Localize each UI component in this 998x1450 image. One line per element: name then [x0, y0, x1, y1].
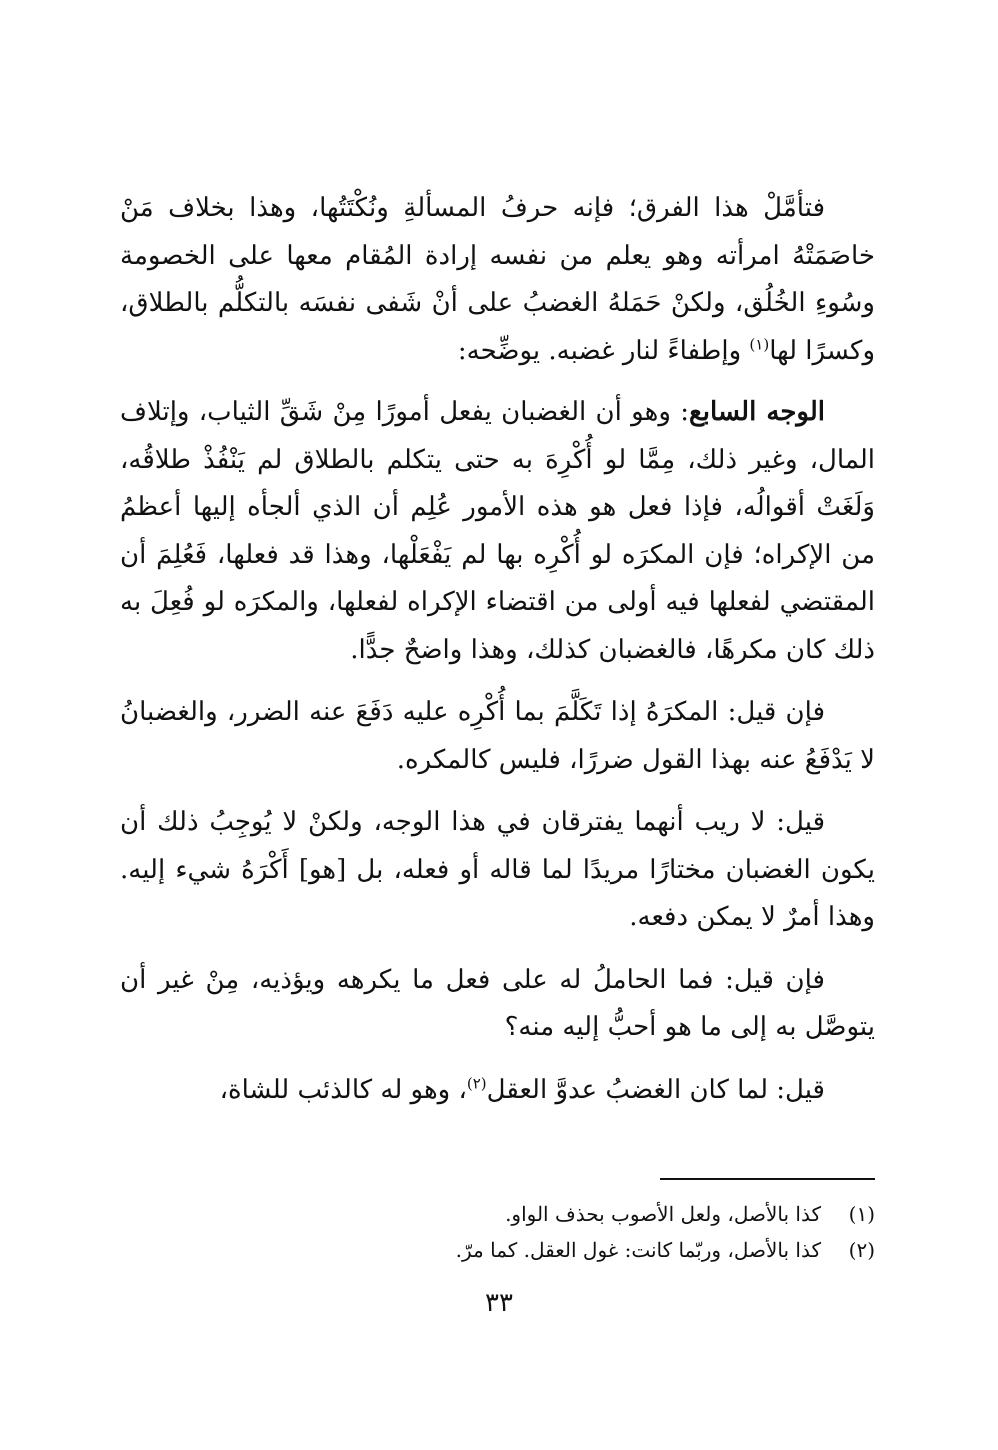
- footnote-1-number: (١): [848, 1202, 875, 1226]
- footnote-2: [120, 1232, 875, 1268]
- paragraph-6-text: قيل: لما كان الغضبُ عدوَّ العقل: [486, 1074, 825, 1105]
- footnote-1-text: كذا بالأصل، ولعل الأصوب بحذف الواو.: [505, 1202, 821, 1226]
- footnotes: [120, 1196, 875, 1268]
- paragraph-4-text: قيل: لا ريب أنهما يفترقان في هذا الوجه، ولكنْ لا يُوجِبُ ذلك أن يكون الغضبان مختارًا مريدًا لما قاله أو فعله، بل [هو] أَكْرَهُ شيء إليه. وهذا أمرٌ لا يمكن دفعه.: [120, 807, 875, 932]
- footnote-separator: [660, 1178, 875, 1180]
- paragraph-2: [120, 389, 875, 674]
- footnote-2-number: (٢): [848, 1238, 875, 1262]
- footnote-2-text: كذا بالأصل، وربّما كانت: غول العقل. كما مرّ.: [455, 1238, 821, 1262]
- footnote-ref-2: (٢): [466, 1073, 487, 1092]
- page-number: ٣٣: [485, 1288, 513, 1318]
- paragraph-4: [120, 799, 875, 942]
- footnote-ref-1: (١): [749, 334, 770, 353]
- footnote-1: [120, 1196, 875, 1232]
- paragraph-5: [120, 957, 875, 1052]
- paragraph-3-text: فإن قيل: المكرَهُ إذا تَكَلَّمَ بما أُكْرِه عليه دَفَعَ عنه الضرر، والغضبانُ لا يَدْفَعُ عنه بهذا القول ضررًا، فليس كالمكره.: [120, 697, 875, 775]
- paragraph-3: [120, 689, 875, 784]
- paragraph-1-text: فتأمَّلْ هذا الفرق؛ فإنه حرفُ المسألةِ ونُكْتَتُها، وهذا بخلاف مَنْ خاصَمَتْهُ امرأته وهو يعلم من نفسه إرادة المُقام معها على الخصومة وسُوءِ الخُلُق، ولكنْ حَمَلهُ الغضبُ على أنْ شَفى نفسَه بالتكلُّم بالطلاق، وكسرًا لها: [120, 193, 875, 366]
- paragraph-6: [120, 1067, 875, 1115]
- paragraph-1-tail: وإطفاءً لنار غضبه. يوضِّحه:: [457, 335, 750, 366]
- paragraph-6-tail: ، وهو له كالذئب للشاة،: [219, 1074, 467, 1105]
- paragraph-2-heading: الوجه السابع: [688, 397, 825, 427]
- main-text: [120, 185, 875, 1129]
- paragraph-5-text: فإن قيل: فما الحاملُ له على فعل ما يكرهه ويؤذيه، مِنْ غير أن يتوصَّل به إلى ما هو أحبُّ إليه منه؟: [120, 964, 875, 1042]
- paragraph-2-text: : وهو أن الغضبان يفعل أمورًا مِنْ شَقِّ الثياب، وإتلاف المال، وغير ذلك، مِمَّا لو أُكْرِهَ به حتى يتكلم بالطلاق لم يَنْفُذْ طلاقُه، وَلَغَتْ أقوالُه، فإذا فعل هو هذه الأمور عُلِم أن الذي ألجأه إليها أعظمُ من الإكراه؛ فإن المكرَه لو أُكْرِه بها لم يَفْعَلْها، وهذا قد فعلها، فَعُلِمَ أن المقتضي لفعلها فيه أولى من اقتضاء الإكراه لفعلها، والمكرَه لو فُعِلَ به ذلك كان مكرهًا، فالغضبان كذلك، وهذا واضحٌ جدًّا.: [120, 397, 875, 665]
- paragraph-1: [120, 185, 875, 375]
